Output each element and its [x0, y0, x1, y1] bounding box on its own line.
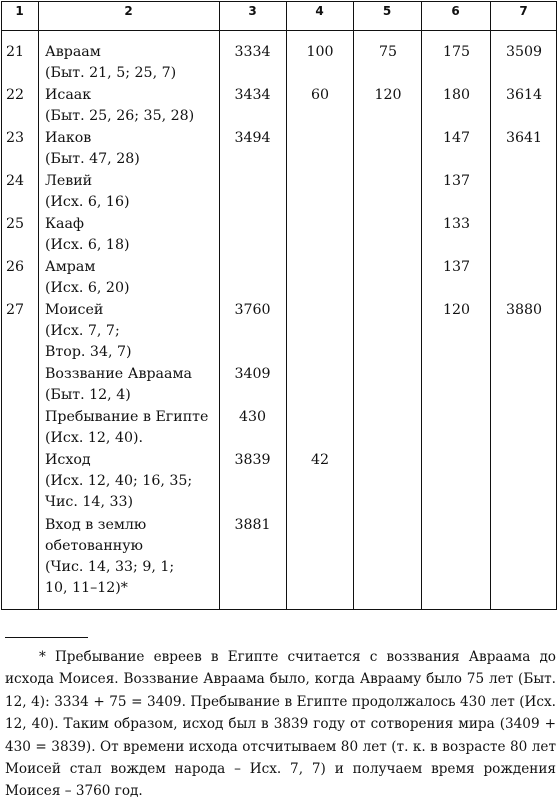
cell-value: 430	[238, 409, 267, 425]
cell-value: 3334	[234, 44, 271, 60]
cell-value: 3839	[234, 452, 271, 468]
footnote-separator	[5, 637, 88, 638]
row-number: 25	[6, 216, 25, 232]
row-number: 21	[6, 44, 25, 60]
person-name: Левий	[45, 173, 93, 189]
row-number: 27	[6, 302, 25, 318]
column-header: 5	[382, 4, 392, 18]
scripture-reference: Втор. 34, 7)	[45, 344, 132, 360]
column-divider	[286, 1, 287, 610]
cell-value: 42	[310, 452, 330, 468]
event-name: Вход в землю	[45, 517, 147, 533]
column-header: 4	[315, 4, 324, 18]
cell-value: 3880	[505, 302, 543, 318]
column-header: 3	[248, 4, 257, 18]
scripture-reference: (Быт. 47, 28)	[45, 151, 140, 167]
person-name: Авраам	[45, 44, 101, 60]
event-name: Исход	[45, 452, 91, 468]
cell-value: 100	[306, 44, 334, 60]
cell-value: 3509	[505, 44, 543, 60]
scripture-reference: (Исх. 12, 40).	[45, 430, 144, 446]
event-name: Пребывание в Египте	[45, 409, 209, 425]
scripture-reference: (Быт. 21, 5; 25, 7)	[45, 65, 177, 81]
scripture-reference: 10, 11–12)*	[45, 580, 128, 596]
scripture-reference: Чис. 14, 33)	[45, 494, 134, 510]
footnote-text: * Пребывание евреев в Египте считается с воззвания Авраама до исхода Моисея. Воззвание Авраама было, когда Аврааму было 75 лет (Быт. 12, 4): 3334 + 75 = 3409. Пребывание в Египте продолжалось 430 лет (Исх. 12, 40). Таким образом, исход был в 3839 году от сотворения мира (3409 + 430 = 3839). От времени исхода отсчитываем 80 лет (т. к. в возрасте 80 лет Моисей стал вождем народа – Исх. 7, 7) и получаем время рождения Моисея – 3760 год.	[5, 649, 556, 800]
scripture-reference: (Исх. 12, 40; 16, 35;	[45, 473, 193, 489]
cell-value: 3409	[234, 366, 271, 382]
cell-value: 137	[442, 259, 471, 275]
event-name: обетованную	[45, 538, 143, 554]
person-name: Амрам	[45, 259, 96, 275]
cell-value: 133	[442, 216, 471, 232]
cell-value: 3494	[234, 130, 271, 146]
scripture-reference: (Быт. 25, 26; 35, 28)	[45, 108, 195, 124]
cell-value: 3881	[234, 517, 271, 533]
cell-value: 3614	[505, 87, 543, 103]
row-number: 22	[6, 87, 25, 103]
cell-value: 3760	[234, 302, 271, 318]
column-divider	[353, 1, 354, 610]
cell-value: 180	[442, 87, 471, 103]
person-name: Моисей	[45, 302, 104, 318]
column-divider	[38, 1, 39, 610]
row-number: 26	[6, 259, 25, 275]
column-divider	[421, 1, 422, 610]
column-divider	[490, 1, 491, 610]
cell-value: 137	[442, 173, 471, 189]
cell-value: 120	[442, 302, 471, 318]
scripture-reference: (Быт. 12, 4)	[45, 387, 131, 403]
header-divider	[1, 30, 557, 31]
cell-value: 3434	[234, 87, 271, 103]
column-header: 7	[519, 4, 528, 18]
person-name: Кааф	[45, 216, 85, 232]
cell-value: 3641	[505, 130, 543, 146]
column-header: 2	[124, 4, 133, 18]
cell-value: 147	[442, 130, 471, 146]
person-name: Исаак	[45, 87, 92, 103]
row-number: 23	[6, 130, 25, 146]
column-header: 1	[15, 4, 24, 18]
scripture-reference: (Исх. 6, 20)	[45, 280, 130, 296]
event-name: Воззвание Авраама	[45, 366, 192, 382]
scripture-reference: (Чис. 14, 33; 9, 1;	[45, 559, 175, 575]
cell-value: 60	[310, 87, 330, 103]
cell-value: 120	[374, 87, 402, 103]
scripture-reference: (Исх. 6, 16)	[45, 194, 130, 210]
cell-value: 75	[378, 44, 398, 60]
column-header: 6	[451, 4, 460, 18]
person-name: Иаков	[45, 130, 92, 146]
cell-value: 175	[442, 44, 471, 60]
row-number: 24	[6, 173, 25, 189]
scripture-reference: (Исх. 6, 18)	[45, 237, 130, 253]
scripture-reference: (Исх. 7, 7;	[45, 323, 120, 339]
